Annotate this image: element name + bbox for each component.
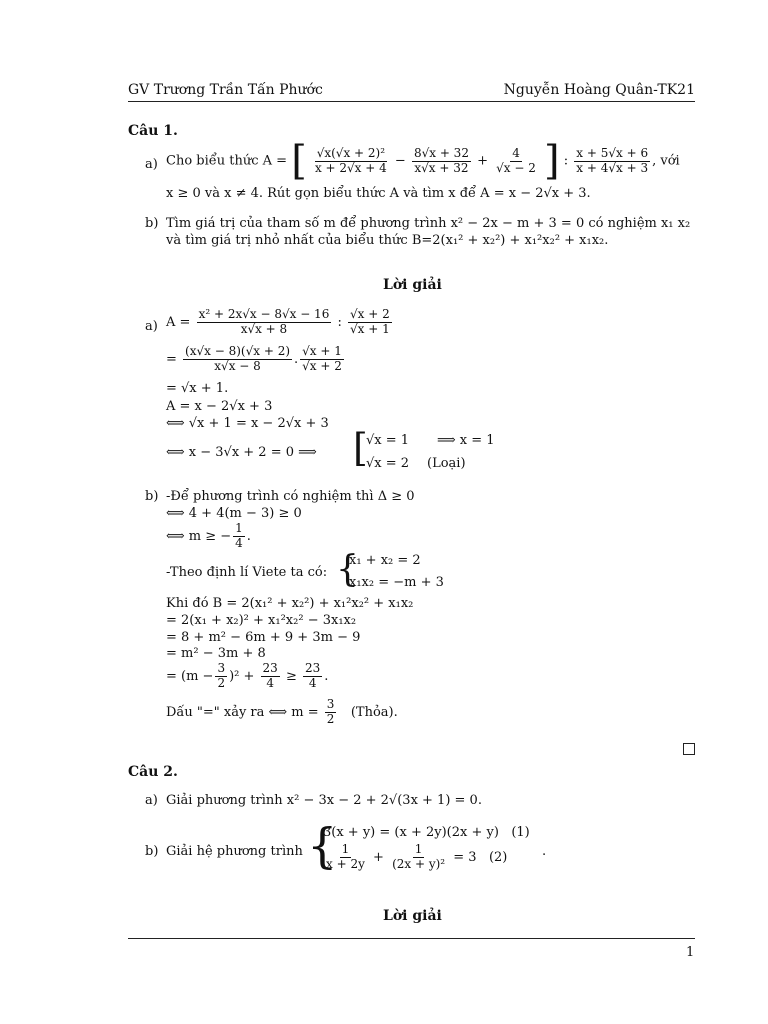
question-2-title: Câu 2.: [128, 764, 178, 780]
case-1: √x = 1: [366, 433, 410, 448]
system-end: .: [542, 844, 547, 859]
viete-1: x₁ + x₂ = 2: [349, 553, 421, 568]
sol-a-label: a): [145, 319, 158, 334]
sol-b-line5: Khi đó B = 2(x₁² + x₂²) + x₁²x₂² + x₁x₂: [166, 596, 414, 611]
viete-2: x₁x₂ = −m + 3: [349, 575, 444, 590]
sol-a-line6: ⟺ x − 3√x + 2 = 0 ⟹: [166, 445, 317, 460]
case-2-result: (Loại): [427, 456, 466, 471]
sol-b-line3: ⟺ m ≥ − $\frac{1}{4}$ .: [166, 521, 251, 550]
sol-b-line8: = m² − 3m + 8: [166, 646, 266, 661]
q1a-line2: x ≥ 0 và x ≠ 4. Rút gọn biểu thức A và tìm x để A = x − 2√x + 3.: [166, 186, 591, 201]
q1b-line2: và tìm giá trị nhỏ nhất của biểu thức B=2(x₁² + x₂²) + x₁²x₂² + x₁x₂.: [166, 233, 609, 248]
solution-title-2: Lời giải: [383, 908, 442, 924]
sol-a-line2: = $\frac{(x√x - 8)(√x + 2)}{x√x - 8}$ . $\frac{√x + 1}{√x + 2}$: [166, 344, 342, 373]
q1b-line1: Tìm giá trị của tham số m để phương trình x² − 2x − m + 3 = 0 có nghiệm x₁ x₂: [166, 216, 691, 231]
sol-b-line4: -Theo định lí Viete ta có:: [166, 565, 328, 580]
system-brace: {: [307, 818, 338, 874]
q2a-label: a): [145, 793, 158, 808]
case-bracket: [: [353, 426, 368, 470]
sol-a-line1: A = $\frac{\text{x² + 2x√x − 8√x − 16}}{x√x + 8}$ : $\frac{√x + 2}{√x + 1}$: [166, 307, 390, 336]
footer-rule: [128, 938, 695, 939]
case-2: √x = 2: [366, 456, 410, 471]
page-number: 1: [686, 945, 695, 960]
header-rule: [128, 101, 695, 102]
q1a-expression: Cho biểu thức A = [ $\frac{\text{√x(√x + 2)²}}{x + 2√x + 4}$ − $\frac{8√x + 32}{x√x + 32}$ + $\frac{4}{√x - 2}$ ] : $\frac{x + 5√x + 6}{x + 4√x + 3}$ , với: [166, 138, 680, 184]
q1a-label: a): [145, 157, 158, 172]
q2a-text: Giải phương trình x² − 3x − 2 + 2√(3x + 1) = 0.: [166, 793, 482, 808]
q2b-label: b): [145, 844, 159, 859]
solution-title-1: Lời giải: [383, 277, 442, 293]
sol-a-line3: = √x + 1.: [166, 381, 229, 396]
qed-square: [683, 743, 695, 755]
q1b-label: b): [145, 216, 159, 231]
sol-b-line6: = 2(x₁ + x₂)² + x₁²x₂² − 3x₁x₂: [166, 613, 357, 628]
sol-a-line4: A = x − 2√x + 3: [166, 399, 273, 414]
sol-a-line5: ⟺ √x + 1 = x − 2√x + 3: [166, 416, 329, 431]
sol-b-line10: Dấu "=" xảy ra ⟺ m = $\frac{3}{2}$ (Thỏa).: [166, 697, 398, 726]
viete-brace: {: [336, 549, 359, 590]
q2b-text: Giải hệ phương trình: [166, 844, 303, 859]
system-eq1: 3(x + y) = (x + 2y)(2x + y) (1): [323, 825, 530, 840]
sol-b-line9: = (m − $\frac{3}{2}$ )² + $\frac{23}{4}$ ≥ $\frac{23}{4}$ .: [166, 661, 329, 690]
case-1-result: ⟹ x = 1: [437, 433, 495, 448]
sol-b-line1: -Để phương trình có nghiệm thì Δ ≥ 0: [166, 489, 415, 504]
sol-b-label: b): [145, 489, 159, 504]
question-1-title: Câu 1.: [128, 123, 178, 139]
system-eq2: $\frac{1}{x + 2y}$ + $\frac{1}{\text{(2x + y)²}}$ = 3 (2): [326, 842, 508, 871]
header-right: Nguyễn Hoàng Quân-TK21: [503, 82, 695, 98]
sol-b-line7: = 8 + m² − 6m + 9 + 3m − 9: [166, 630, 361, 645]
header-left: GV Trương Trần Tấn Phước: [128, 82, 323, 98]
sol-b-line2: ⟺ 4 + 4(m − 3) ≥ 0: [166, 506, 302, 521]
